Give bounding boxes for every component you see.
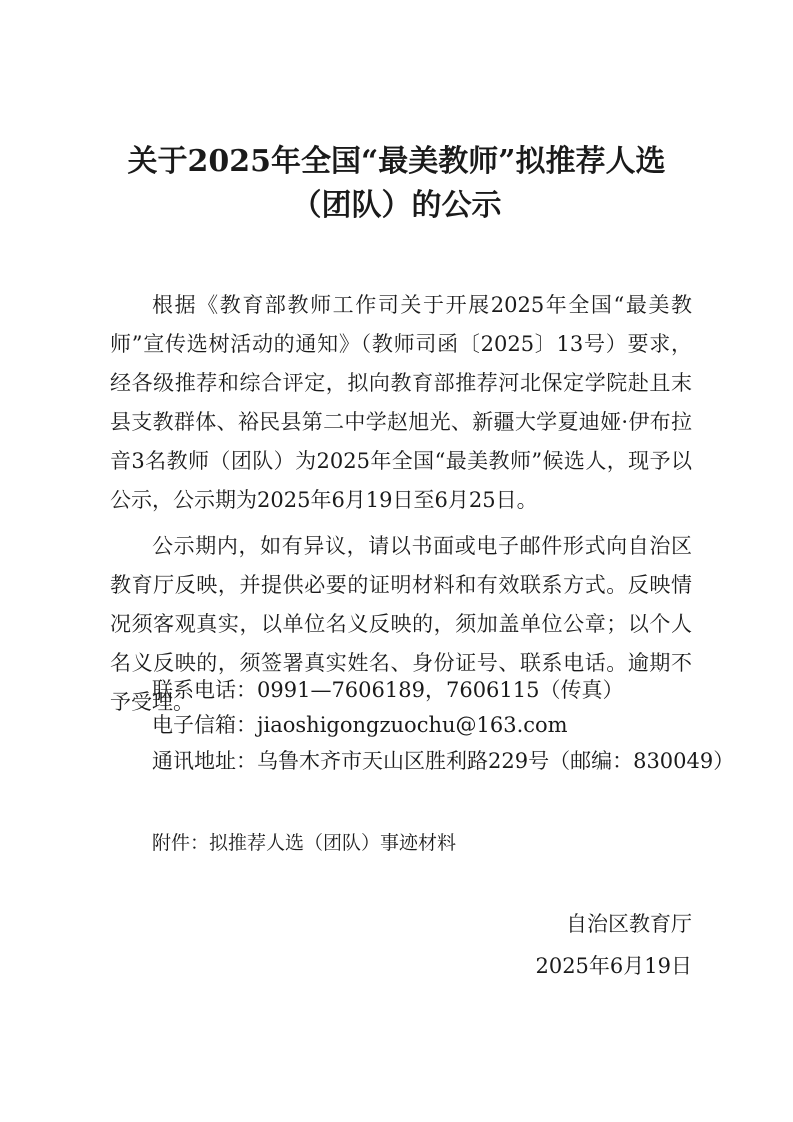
page-title: 关于2025年全国“最美教师”拟推荐人选 xyxy=(127,144,666,179)
contact-address: 通讯地址：乌鲁木齐市天山区胜利路229号（邮编：830049） xyxy=(152,749,735,773)
contact-phone: 联系电话：0991—7606189，7606115（传真） xyxy=(152,678,624,702)
issuing-organization: 自治区教育厅 xyxy=(566,912,692,936)
body-paragraph-basis: 根据《教育部教师工作司关于开展2025年全国“最美教师”宣传选树活动的通知》（教师司函〔2025〕13号）要求，经各级推荐和综合评定，拟向教育部推荐河北保定学院赴且末县支教群体、裕民县第二中学赵旭光、新疆大学夏迪娅·伊布拉音3名教师（团队）为2025年全国“最美教师”候选人，现予以公示，公示期为2025年6月19日至6月25日。 xyxy=(110,293,692,512)
attachment-note: 附件：拟推荐人选（团队）事迹材料 xyxy=(152,832,457,854)
page-title-line-2: （团队）的公示 xyxy=(291,188,502,223)
contact-email: 电子信箱：jiaoshigongzuochu@163.com xyxy=(152,713,568,737)
body-paragraph-objection: 公示期内，如有异议，请以书面或电子邮件形式向自治区教育厅反映，并提供必要的证明材料和有效联系方式。反映情况须客观真实，以单位名义反映的，须加盖单位公章；以个人名义反映的，须签署真实姓名、身份证号、联系电话。逾期不予受理。 xyxy=(110,534,692,714)
issue-date: 2025年6月19日 xyxy=(535,954,692,978)
